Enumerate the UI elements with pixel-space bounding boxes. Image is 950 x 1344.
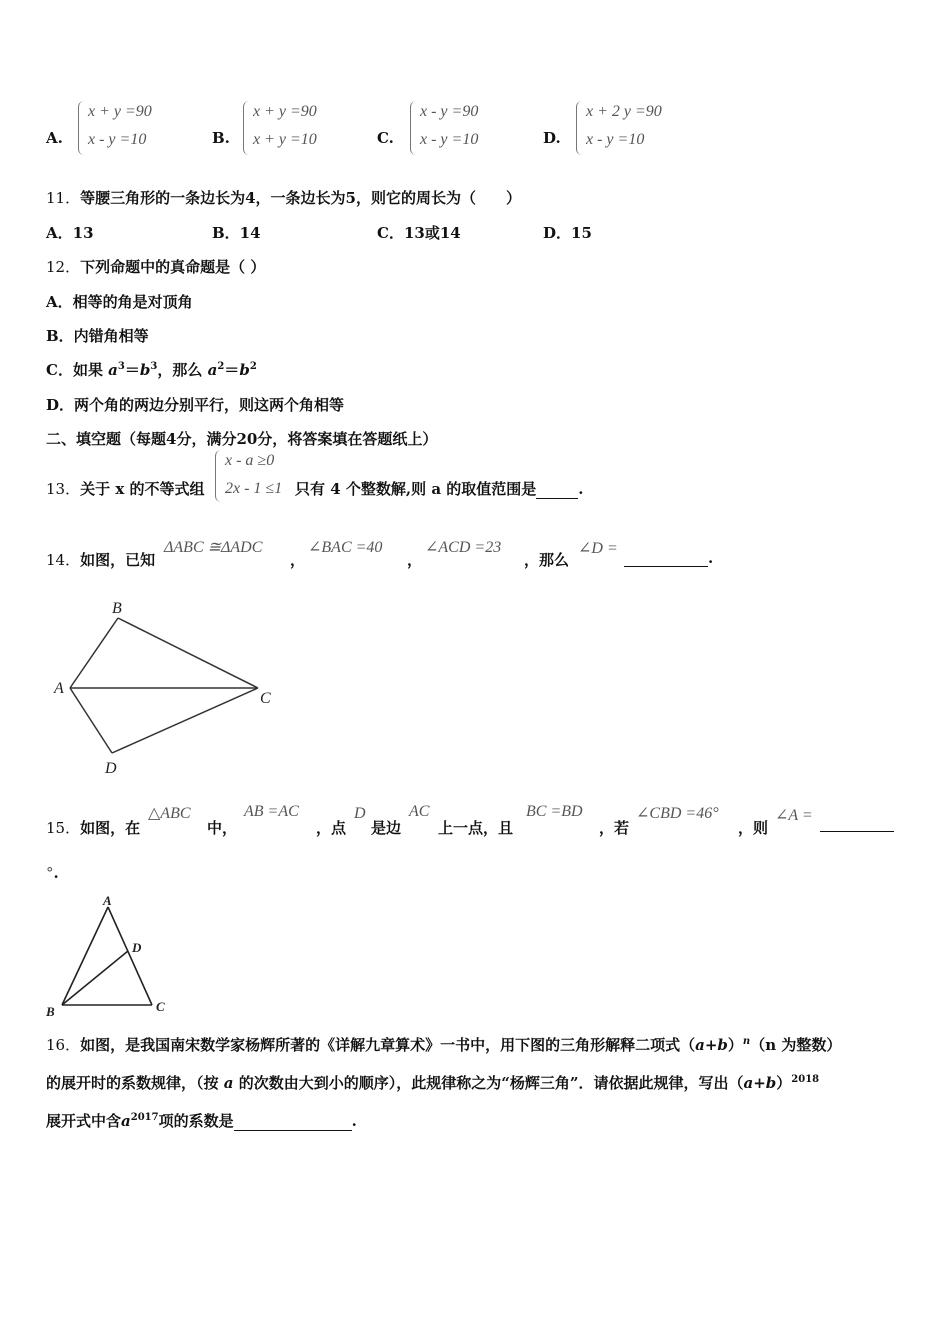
q14-label-b: B xyxy=(112,600,122,617)
q15-segment-ab xyxy=(62,907,108,1005)
q12-stem xyxy=(46,256,265,277)
q16-line2b: 的次数由大到小的顺序），此规律称之为“杨辉三角”．请依据此规律，写出（ xyxy=(238,1074,744,1092)
q13-end: . xyxy=(578,480,584,498)
q14-mid: ，那么 xyxy=(524,551,570,569)
q12-c-exp3b: 3 xyxy=(150,361,158,372)
q15-triangle: △ABC xyxy=(148,805,191,822)
q16-line2a: 的展开时的系数规律，（按 xyxy=(46,1074,219,1092)
q14-congruence: ΔABC ≅ΔADC xyxy=(164,539,263,556)
q11-option-c: C．13或14 xyxy=(377,224,461,242)
q12-c-a: a xyxy=(108,361,118,379)
brace-icon xyxy=(410,101,419,155)
q10-option-b-label: B. xyxy=(212,129,230,147)
q15-degree: ° xyxy=(46,864,54,882)
q14-segment-ad xyxy=(70,688,112,753)
q15-segment-bd xyxy=(62,951,128,1005)
q16-line2 xyxy=(46,1072,819,1093)
section-title: 二、填空题（每题4分，满分20分，将答案填在答题纸上） xyxy=(46,430,438,448)
q15-label-a: A xyxy=(103,893,112,908)
brace-icon xyxy=(576,101,585,155)
q16-close-paren: ） xyxy=(727,1036,743,1054)
q12-c-mid: ，那么 xyxy=(157,361,208,379)
q14-label-d: D xyxy=(105,760,117,777)
q12-c-a2: a xyxy=(207,361,218,379)
q12-option-c xyxy=(46,359,257,380)
q15-t6: ，若 xyxy=(599,819,630,837)
q10-a-eq2: x - y =10 xyxy=(88,131,147,148)
q15-t2: 中， xyxy=(207,819,238,837)
q14-segment-ab xyxy=(70,618,118,688)
q16-line1 xyxy=(46,1034,841,1055)
q14-label-c: C xyxy=(260,690,271,707)
q16-answer-blank[interactable] xyxy=(234,1116,352,1131)
q16-line1-end: （n 为整数） xyxy=(750,1036,842,1054)
q13-number: 13． xyxy=(46,480,81,498)
q12-c-eq: ＝ xyxy=(124,361,140,379)
q16-number: 16． xyxy=(46,1036,81,1054)
q13-suffix: 只有 4 个整数解,则 a 的取值范围是 xyxy=(295,480,537,498)
q16-exponent-n: n xyxy=(742,1036,751,1047)
q10-option-b-system xyxy=(243,101,363,155)
q14-sep1: ， xyxy=(290,551,306,569)
q13-prefix: 关于 x 的不等式组 xyxy=(80,480,205,498)
q15-t7: ，则 xyxy=(738,819,769,837)
q16-a-var-2: a xyxy=(121,1112,131,1130)
q15-t3: ，点 xyxy=(316,819,347,837)
q11-text: 等腰三角形的一条边长为4，一条边长为5，则它的周长为（ ） xyxy=(80,189,521,207)
q15-end: . xyxy=(53,864,59,882)
q16-a-var: a xyxy=(223,1074,234,1092)
q15-label-d: D xyxy=(132,940,142,955)
q12-c-b2: b xyxy=(239,361,250,379)
q10-option-c-system xyxy=(410,101,530,155)
q13-inequality-system xyxy=(215,450,295,502)
q10-d-eq2: x - y =10 xyxy=(586,131,645,148)
q13-suffix-line xyxy=(295,478,584,499)
q16-line3a: 展开式中含 xyxy=(46,1112,122,1130)
q15-answer-blank[interactable] xyxy=(820,815,894,832)
q10-option-a-system xyxy=(78,101,198,155)
q14-angle-bac: ∠BAC =40 xyxy=(308,539,383,556)
brace-icon xyxy=(243,101,252,155)
q12-number: 12． xyxy=(46,258,81,276)
q12-c-b: b xyxy=(139,361,151,379)
q10-a-eq1: x + y =90 xyxy=(88,103,152,120)
q16-line3b: 项的系数是 xyxy=(158,1112,234,1130)
q12-option-b: B．内错角相等 xyxy=(46,327,149,345)
q15-end-line xyxy=(46,864,59,882)
q16-binomial-2: a+b xyxy=(743,1074,777,1092)
q15-side-ac: AC xyxy=(409,803,430,820)
q14-angle-d: ∠D = xyxy=(578,540,618,557)
q15-number: 15． xyxy=(46,819,81,837)
q15-label-b: B xyxy=(46,1004,55,1019)
q10-option-c-label: C. xyxy=(377,129,394,147)
q11-option-a: A．13 xyxy=(46,224,94,242)
q14-angle-acd: ∠ACD =23 xyxy=(425,539,502,556)
q16-close-paren-2: ） xyxy=(776,1074,792,1092)
q10-d-eq1: x + 2 y =90 xyxy=(586,103,662,120)
q10-b-eq2: x + y =10 xyxy=(253,131,317,148)
q13-answer-blank[interactable] xyxy=(536,484,578,499)
q15-t1: 如图，在 xyxy=(80,819,141,837)
q10-option-d-label: D. xyxy=(543,129,561,147)
q12-c-prefix: C．如果 xyxy=(46,361,109,379)
q16-line1-text: 如图，是我国南宋数学家杨辉所著的《详解九章算术》一书中，用下图的三角形解释二项式（ xyxy=(80,1036,696,1054)
q13-eq1: x - a ≥0 xyxy=(225,452,275,469)
q16-exp-2017: 2017 xyxy=(130,1112,159,1123)
q11-stem xyxy=(46,187,521,208)
q14-label-a: A xyxy=(54,680,64,697)
q14-end: . xyxy=(708,549,714,567)
q10-c-eq1: x - y =90 xyxy=(420,103,479,120)
q16-exp-2018: 2018 xyxy=(791,1074,820,1085)
q14-segment-dc xyxy=(112,688,258,753)
q12-option-d: D．两个角的两边分别平行，则这两个角相等 xyxy=(46,396,345,414)
q10-c-eq2: x - y =10 xyxy=(420,131,479,148)
q15-label-c: C xyxy=(156,999,165,1014)
q14-figure xyxy=(48,595,288,780)
q13-stem xyxy=(46,478,204,499)
q12-c-exp3: 3 xyxy=(117,361,125,372)
q12-c-exp2b: 2 xyxy=(249,361,257,372)
q14-stem xyxy=(46,549,155,570)
q10-option-a-label: A. xyxy=(46,129,63,147)
q14-answer-blank[interactable] xyxy=(624,552,708,567)
q14-number: 14． xyxy=(46,551,81,569)
brace-icon xyxy=(215,450,224,502)
q15-t4: 是边 xyxy=(371,819,402,837)
q16-end: . xyxy=(351,1112,357,1130)
q12-text: 下列命题中的真命题是（ ） xyxy=(80,258,266,276)
q14-segment-bc xyxy=(118,618,258,688)
q15-point-d: D xyxy=(354,805,366,822)
q16-binomial: a+b xyxy=(695,1036,728,1054)
q11-option-b: B．14 xyxy=(212,224,261,242)
q14-answer-line xyxy=(624,549,713,567)
q15-angle-cbd: ∠CBD =46° xyxy=(636,805,719,822)
q15-figure xyxy=(42,893,182,1021)
q14-prefix: 如图，已知 xyxy=(80,551,156,569)
q15-stem xyxy=(46,817,140,838)
q11-option-d: D．15 xyxy=(543,224,592,242)
q15-bc-eq-bd: BC =BD xyxy=(526,803,583,820)
brace-icon xyxy=(78,101,87,155)
q15-t5: 上一点，且 xyxy=(438,819,514,837)
q15-angle-a: ∠A = xyxy=(775,807,813,824)
q14-sep2: ， xyxy=(407,551,423,569)
q15-ab-eq-ac: AB =AC xyxy=(244,803,299,820)
q11-number: 11． xyxy=(46,189,81,207)
q12-c-eq2: ＝ xyxy=(224,361,240,379)
q13-eq2: 2x - 1 ≤1 xyxy=(225,480,283,497)
q10-option-d-system xyxy=(576,101,706,155)
q12-option-a: A．相等的角是对顶角 xyxy=(46,293,193,311)
q10-b-eq1: x + y =90 xyxy=(253,103,317,120)
q16-line3 xyxy=(46,1110,357,1131)
q12-c-exp2: 2 xyxy=(217,361,225,372)
q15-segment-ac xyxy=(108,907,152,1005)
